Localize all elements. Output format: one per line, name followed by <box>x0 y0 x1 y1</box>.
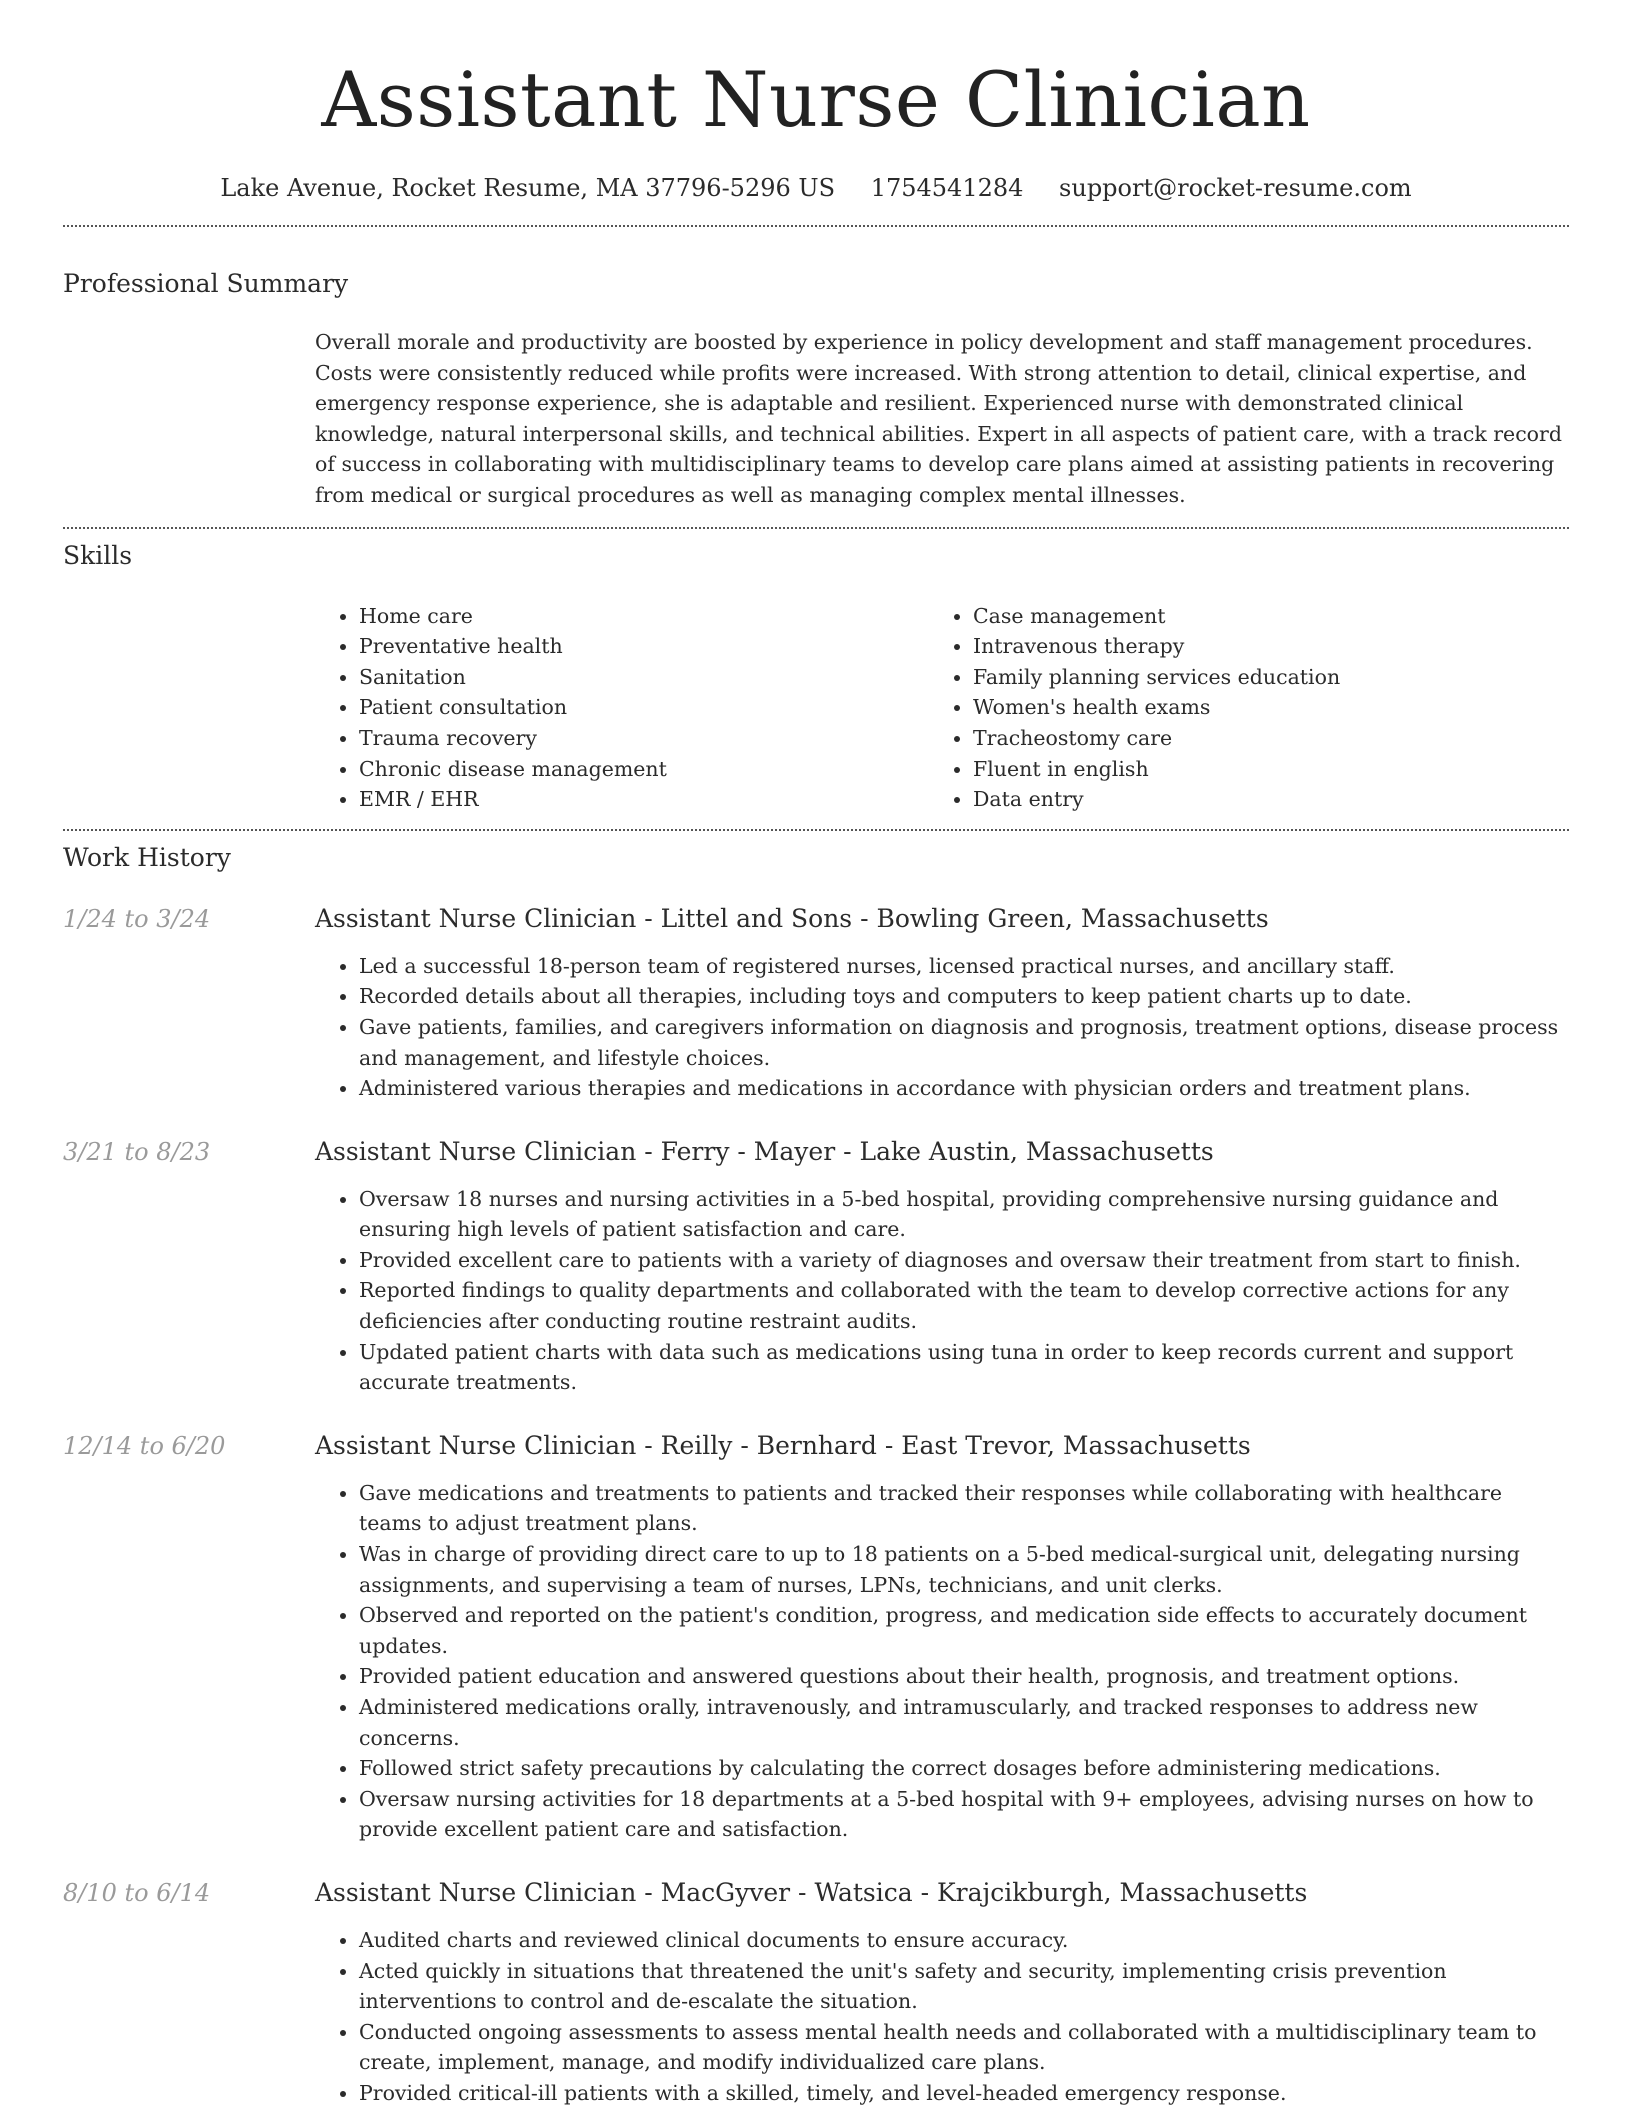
job-entry <box>63 1430 1569 1845</box>
job-dates: 1/24 to 3/24 <box>63 904 211 933</box>
work-history-section <box>63 831 1569 2109</box>
job-bullet: • Conducted ongoing assessments to assess mental health needs and collaborated with a multidisciplinary team to create, implement, manage, and modify individualized care plans. <box>359 2017 1569 2078</box>
candidate-name: Assistant Nurse Clinician <box>321 55 1311 144</box>
skill-item: • EMR / EHR <box>359 784 929 815</box>
contact-phone: 1754541284 <box>870 174 1024 202</box>
contact-line <box>63 172 1569 204</box>
job-bullet: • Provided excellent care to patients with a variety of diagnoses and oversaw their treatment from start to finish. <box>359 1245 1569 1276</box>
job-dates: 12/14 to 6/20 <box>63 1431 226 1460</box>
job-bullet: • Oversaw 18 nurses and nursing activities in a 5-bed hospital, providing comprehensive nursing guidance and ensuring high levels of patient satisfaction and care. <box>359 1184 1569 1245</box>
skill-item: • Data entry <box>973 784 1543 815</box>
job-dates: 8/10 to 6/14 <box>63 1878 211 1907</box>
job-bullet: • Updated patient charts with data such as medications using tuna in order to keep records current and support accurate treatments. <box>359 1337 1569 1398</box>
job-bullets <box>315 1925 1569 2109</box>
skill-item: • Tracheostomy care <box>973 723 1543 754</box>
job-bullet: • Gave medications and treatments to patients and tracked their responses while collaborating with healthcare teams to adjust treatment plans. <box>359 1478 1569 1539</box>
skills-list-right <box>929 601 1543 815</box>
job-bullet: • Audited charts and reviewed clinical documents to ensure accuracy. <box>359 1925 1569 1956</box>
job-bullet: • Administered medications orally, intravenously, and intramuscularly, and tracked responses to address new concerns. <box>359 1692 1569 1753</box>
professional-summary-section <box>63 227 1569 527</box>
job-bullet: • Oversaw nursing activities for 18 departments at a 5-bed hospital with 9+ employees, advising nurses on how to provide excellent patient care and satisfaction. <box>359 1784 1569 1845</box>
job-bullet: • Gave patients, families, and caregivers information on diagnosis and prognosis, treatment options, disease process and management, and lifestyle choices. <box>359 1012 1569 1073</box>
job-title: Assistant Nurse Clinician - Reilly - Bernhard - East Trevor, Massachusetts <box>315 1430 1251 1460</box>
skill-item: • Women's health exams <box>973 692 1543 723</box>
skills-section <box>63 529 1569 829</box>
job-title: Assistant Nurse Clinician - Littel and Sons - Bowling Green, Massachusetts <box>315 903 1269 933</box>
skill-item: • Preventative health <box>359 631 929 662</box>
job-bullets <box>315 951 1569 1104</box>
skill-item: • Case management <box>973 601 1543 632</box>
job-entry <box>63 1877 1569 2109</box>
skill-item: • Patient consultation <box>359 692 929 723</box>
job-dates: 3/21 to 8/23 <box>63 1137 211 1166</box>
job-entry <box>63 903 1569 1104</box>
job-bullet: • Was in charge of providing direct care to up to 18 patients on a 5-bed medical-surgical unit, delegating nursing assignments, and supervising a team of nurses, LPNs, technicians, and unit clerks. <box>359 1539 1569 1600</box>
skill-item: • Trauma recovery <box>359 723 929 754</box>
skill-item: • Fluent in english <box>973 754 1543 785</box>
job-bullets <box>315 1478 1569 1845</box>
job-bullet: • Provided patient education and answered questions about their health, prognosis, and treatment options. <box>359 1661 1569 1692</box>
job-list <box>63 903 1569 2109</box>
contact-email: support@rocket-resume.com <box>1059 174 1412 202</box>
section-title-summary: Professional Summary <box>63 269 349 298</box>
skills-list-left <box>315 601 929 815</box>
job-bullet: • Led a successful 18-person team of registered nurses, licensed practical nurses, and ancillary staff. <box>359 951 1569 982</box>
job-title: Assistant Nurse Clinician - Ferry - Mayer - Lake Austin, Massachusetts <box>315 1136 1214 1166</box>
contact-address: Lake Avenue, Rocket Resume, MA 37796-5296 US <box>220 174 836 202</box>
skill-item: • Intravenous therapy <box>973 631 1543 662</box>
job-bullet: • Provided critical-ill patients with a skilled, timely, and level-headed emergency response. <box>359 2078 1569 2109</box>
job-bullet: • Acted quickly in situations that threatened the unit's safety and security, implementing crisis prevention interventions to control and de-escalate the situation. <box>359 1956 1569 2017</box>
summary-text: Overall morale and productivity are boosted by experience in policy development and staff management procedures. Costs were consistently reduced while profits were increased. With strong attention to detail, clinical expertise, and emergency response experience, she is adaptable and resilient. Experienced nurse with demonstrated clinical knowledge, natural interpersonal skills, and technical abilities. Expert in all aspects of patient care, with a track record of success in collaborating with multidisciplinary teams to develop care plans aimed at assisting patients in recovering from medical or surgical procedures as well as managing complex mental illnesses. <box>315 330 1562 507</box>
job-bullets <box>315 1184 1569 1398</box>
skill-item: • Family planning services education <box>973 662 1543 693</box>
job-entry <box>63 1136 1569 1398</box>
job-bullet: • Administered various therapies and medications in accordance with physician orders and treatment plans. <box>359 1073 1569 1104</box>
skill-item: • Chronic disease management <box>359 754 929 785</box>
skill-item: • Sanitation <box>359 662 929 693</box>
job-title: Assistant Nurse Clinician - MacGyver - Watsica - Krajcikburgh, Massachusetts <box>315 1877 1308 1907</box>
job-bullet: • Recorded details about all therapies, including toys and computers to keep patient charts up to date. <box>359 981 1569 1012</box>
job-bullet: • Reported findings to quality departments and collaborated with the team to develop corrective actions for any deficiencies after conducting routine restraint audits. <box>359 1275 1569 1336</box>
skill-item: • Home care <box>359 601 929 632</box>
section-title-work: Work History <box>63 842 231 872</box>
section-title-skills: Skills <box>63 540 133 570</box>
resume-header <box>63 0 1569 204</box>
skills-columns <box>315 601 1569 829</box>
job-bullet: • Followed strict safety precautions by calculating the correct dosages before administering medications. <box>359 1753 1569 1784</box>
job-bullet: • Observed and reported on the patient's condition, progress, and medication side effects to accurately document updates. <box>359 1600 1569 1661</box>
